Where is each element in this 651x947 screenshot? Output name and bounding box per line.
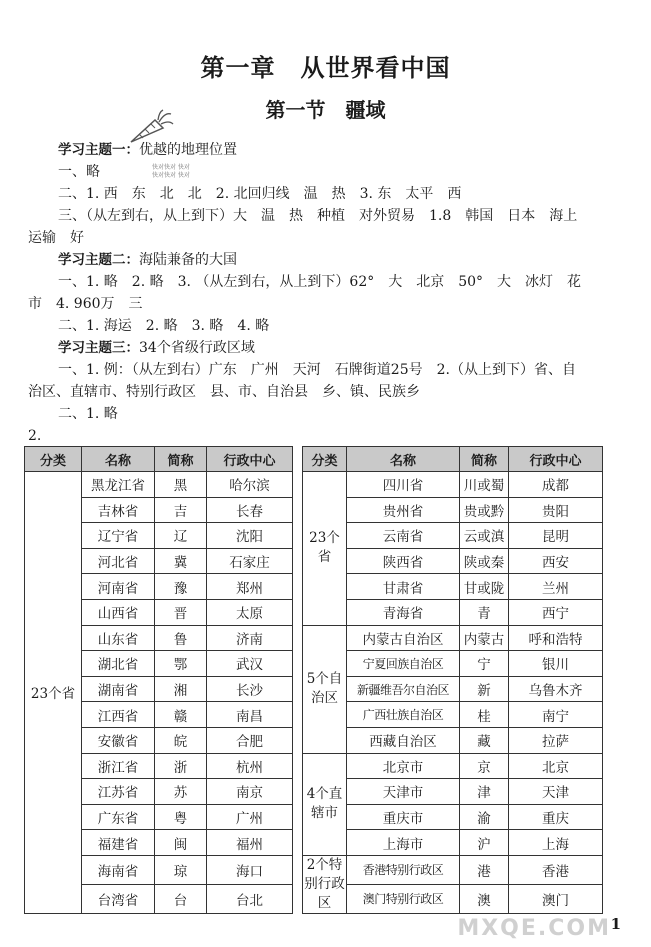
table-cell: 黑龙江省 (82, 472, 155, 498)
table-cell: 黑 (155, 472, 207, 498)
table-cell: 太原 (207, 599, 293, 625)
table-cell: 台湾省 (82, 884, 155, 913)
table-cell: 山西省 (82, 599, 155, 625)
text-line (58, 338, 613, 360)
table-cell: 吉 (155, 497, 207, 523)
table-cell: 乌鲁木齐 (509, 676, 603, 702)
text-line (58, 162, 613, 184)
category-cell: 23个省 (25, 472, 82, 914)
column-gap (293, 702, 303, 728)
table-cell: 香港特别行政区 (347, 855, 460, 884)
topic-heading: 学习主题一： (58, 142, 139, 158)
table-cell: 冀 (155, 548, 207, 574)
table-cell: 青 (460, 599, 509, 625)
table-cell: 浙江省 (82, 753, 155, 779)
table-cell: 江苏省 (82, 779, 155, 805)
table-cell: 北京市 (347, 753, 460, 779)
table-cell: 重庆市 (347, 804, 460, 830)
line-text: 一、略 (58, 164, 100, 180)
table-cell: 兰州 (509, 574, 603, 600)
table-cell: 湖南省 (82, 676, 155, 702)
table-cell: 武汉 (207, 651, 293, 677)
table-cell: 闽 (155, 830, 207, 856)
page-number: 1 (610, 915, 621, 933)
table-cell: 北京 (509, 753, 603, 779)
table-cell: 渝 (460, 804, 509, 830)
stamp-line: 快对快对 快对 (152, 164, 190, 171)
table-cell: 西藏自治区 (347, 727, 460, 753)
table-cell: 南宁 (509, 702, 603, 728)
column-gap (293, 523, 303, 549)
table-cell: 贵阳 (509, 497, 603, 523)
table-cell: 广东省 (82, 804, 155, 830)
table-cell: 赣 (155, 702, 207, 728)
table-cell: 上海 (509, 830, 603, 856)
table-cell: 浙 (155, 753, 207, 779)
table-cell: 苏 (155, 779, 207, 805)
table-cell: 昆明 (509, 523, 603, 549)
line-text: 2. (28, 428, 42, 444)
header-cell: 简称 (460, 447, 509, 472)
line-text: 一、1. 例：（从左到右）广东 广州 天河 石牌街道25号 2.（从上到下）省、自 (58, 362, 576, 378)
table-cell: 河南省 (82, 574, 155, 600)
table-cell: 内蒙古自治区 (347, 625, 460, 651)
table-cell: 桂 (460, 702, 509, 728)
table-cell: 甘或陇 (460, 574, 509, 600)
table-cell: 港 (460, 855, 509, 884)
table-cell: 郑州 (207, 574, 293, 600)
category-cell: 5个自治区 (303, 625, 347, 753)
table-cell: 云或滇 (460, 523, 509, 549)
table-cell: 拉萨 (509, 727, 603, 753)
table-cell: 澳 (460, 884, 509, 913)
table-row (25, 472, 603, 498)
header-cell: 名称 (82, 447, 155, 472)
line-text: 三、（从左到右，从上到下）大 温 热 种植 对外贸易 1.8 韩国 日本 海上 (58, 208, 578, 224)
text-line (58, 404, 613, 426)
category-cell: 23个省 (303, 472, 347, 626)
table-cell: 台 (155, 884, 207, 913)
table-cell: 山东省 (82, 625, 155, 651)
table-cell: 长沙 (207, 676, 293, 702)
column-gap (293, 753, 303, 779)
header-cell: 名称 (347, 447, 460, 472)
table-cell: 石家庄 (207, 548, 293, 574)
table-cell: 西宁 (509, 599, 603, 625)
column-gap (293, 574, 303, 600)
text-line (58, 140, 613, 162)
table-cell: 香港 (509, 855, 603, 884)
header-cell: 分类 (303, 447, 347, 472)
table-cell: 上海市 (347, 830, 460, 856)
table-cell: 陕西省 (347, 548, 460, 574)
table-cell: 河北省 (82, 548, 155, 574)
column-gap (293, 804, 303, 830)
table-cell: 皖 (155, 727, 207, 753)
column-gap (293, 830, 303, 856)
text-line (28, 426, 613, 448)
text-line (28, 382, 613, 404)
table-cell: 鲁 (155, 625, 207, 651)
table-cell: 广州 (207, 804, 293, 830)
column-gap (293, 548, 303, 574)
table-cell: 哈尔滨 (207, 472, 293, 498)
table-cell: 天津市 (347, 779, 460, 805)
table-cell: 青海省 (347, 599, 460, 625)
table-cell: 成都 (509, 472, 603, 498)
table-cell: 广西壮族自治区 (347, 702, 460, 728)
table-cell: 西安 (509, 548, 603, 574)
table-row (25, 855, 603, 884)
header-cell: 行政中心 (207, 447, 293, 472)
table-row (25, 625, 603, 651)
table-cell: 津 (460, 779, 509, 805)
table-cell: 贵或黔 (460, 497, 509, 523)
table-cell: 陕或秦 (460, 548, 509, 574)
table-header (25, 447, 603, 472)
table-cell: 豫 (155, 574, 207, 600)
line-text: 二、1. 海运 2. 略 3. 略 4. 略 (58, 318, 270, 334)
table-cell: 粤 (155, 804, 207, 830)
chapter-title: 第一章 从世界看中国 (200, 54, 451, 82)
table-cell: 福建省 (82, 830, 155, 856)
table-cell: 济南 (207, 625, 293, 651)
column-gap (293, 727, 303, 753)
text-line (58, 184, 613, 206)
table-cell: 湖北省 (82, 651, 155, 677)
table-cell: 天津 (509, 779, 603, 805)
column-gap (293, 855, 303, 884)
table-cell: 辽 (155, 523, 207, 549)
table-cell: 长春 (207, 497, 293, 523)
table-cell: 贵州省 (347, 497, 460, 523)
line-text: 一、1. 略 2. 略 3. （从左到右，从上到下）62° 大 北京 50° 大 冰灯 花 (58, 274, 582, 290)
table-cell: 南昌 (207, 702, 293, 728)
category-cell: 2个特别行政区 (303, 855, 347, 913)
line-text: 治区、直辖市、特别行政区 县、市、自治县 乡、镇、民族乡 (28, 384, 420, 400)
column-gap (293, 884, 303, 913)
line-text: 34个省级行政区域 (139, 340, 255, 356)
column-gap (293, 676, 303, 702)
table-cell: 沈阳 (207, 523, 293, 549)
table-cell: 湘 (155, 676, 207, 702)
table-cell: 四川省 (347, 472, 460, 498)
header-cell: 行政中心 (509, 447, 603, 472)
line-text: 市 4. 960万 三 (28, 296, 143, 312)
table-cell: 江西省 (82, 702, 155, 728)
table-cell: 台北 (207, 884, 293, 913)
watermark: MXQE.COM (457, 916, 611, 941)
column-gap (293, 651, 303, 677)
text-line (58, 272, 613, 294)
table-row (25, 753, 603, 779)
table-cell: 合肥 (207, 727, 293, 753)
stamp-line: 快对快对 快对 (152, 172, 190, 179)
category-cell: 4个直辖市 (303, 753, 347, 855)
table-cell: 琼 (155, 855, 207, 884)
table-cell: 澳门特别行政区 (347, 884, 460, 913)
column-gap (293, 599, 303, 625)
column-gap (293, 779, 303, 805)
table-cell: 新 (460, 676, 509, 702)
table-cell: 福州 (207, 830, 293, 856)
text-line (58, 316, 613, 338)
province-table (24, 446, 603, 914)
table-cell: 杭州 (207, 753, 293, 779)
table-cell: 安徽省 (82, 727, 155, 753)
table-cell: 海口 (207, 855, 293, 884)
table-cell: 吉林省 (82, 497, 155, 523)
text-line (58, 250, 613, 272)
line-text: 二、1. 西 东 北 北 2. 北回归线 温 热 3. 东 太平 西 (58, 186, 462, 202)
table-cell: 辽宁省 (82, 523, 155, 549)
line-text: 运输 好 (28, 230, 84, 246)
header-cell: 简称 (155, 447, 207, 472)
table-cell: 云南省 (347, 523, 460, 549)
table-cell: 内蒙古 (460, 625, 509, 651)
table-cell: 澳门 (509, 884, 603, 913)
table-cell: 川或蜀 (460, 472, 509, 498)
table-cell: 重庆 (509, 804, 603, 830)
table-cell: 宁 (460, 651, 509, 677)
table-cell: 南京 (207, 779, 293, 805)
table-cell: 鄂 (155, 651, 207, 677)
column-gap (293, 447, 303, 472)
table-cell: 藏 (460, 727, 509, 753)
text-line (58, 206, 613, 228)
line-text: 二、1. 略 (58, 406, 118, 422)
answer-text (28, 140, 613, 448)
line-text: 海陆兼备的大国 (139, 252, 237, 268)
table-cell: 甘肃省 (347, 574, 460, 600)
table-cell: 银川 (509, 651, 603, 677)
table-cell: 晋 (155, 599, 207, 625)
text-line (28, 228, 613, 250)
table-cell: 海南省 (82, 855, 155, 884)
table-cell: 宁夏回族自治区 (347, 651, 460, 677)
section-title: 第一节 疆域 (265, 98, 386, 122)
table-cell: 新疆维吾尔自治区 (347, 676, 460, 702)
column-gap (293, 497, 303, 523)
column-gap (293, 625, 303, 651)
line-text: 优越的地理位置 (139, 142, 237, 158)
text-line (58, 360, 613, 382)
text-line (28, 294, 613, 316)
header-cell: 分类 (25, 447, 82, 472)
topic-heading: 学习主题二： (58, 252, 139, 268)
table-cell: 京 (460, 753, 509, 779)
column-gap (293, 472, 303, 498)
topic-heading: 学习主题三： (58, 340, 139, 356)
table-cell: 呼和浩特 (509, 625, 603, 651)
table-cell: 沪 (460, 830, 509, 856)
